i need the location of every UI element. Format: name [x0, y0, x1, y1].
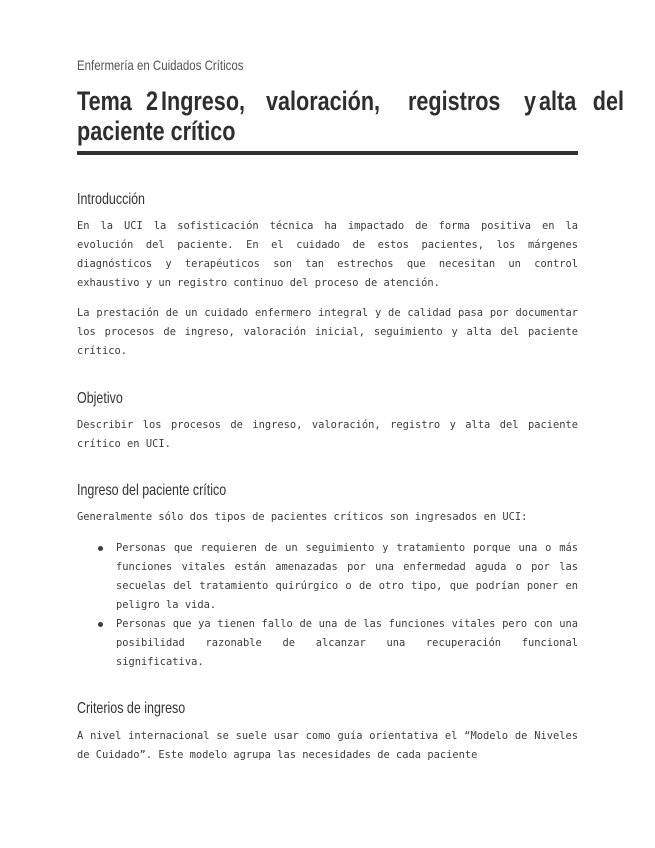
list-item-text: Personas que requieren de un seguimiento y tratamiento porque una o más funciones vitales están amenazadas por una enfermedad aguda o por las secuelas del tratamiento quirúrgico o de otro tipo, que podrían poner en peligro la vida.	[116, 542, 578, 611]
page-title	[77, 86, 625, 146]
ingreso-bullet-list	[77, 539, 578, 672]
section-heading-objetivo: Objetivo	[77, 390, 123, 407]
bullet-icon	[98, 546, 103, 551]
ingreso-paragraph: Generalmente sólo dos tipos de pacientes críticos son ingresados en UCI:	[77, 511, 528, 523]
course-name: Enfermería en Cuidados Críticos	[77, 57, 244, 73]
title-word: valoración,	[265, 86, 380, 116]
section-heading-ingreso: Ingreso del paciente crítico	[77, 482, 227, 499]
title-line-2	[77, 116, 578, 146]
section-heading-introduccion: Introducción	[77, 191, 145, 208]
title-word: Ingreso,	[160, 86, 245, 116]
title-word: del	[593, 86, 625, 116]
title-word: y	[523, 86, 536, 116]
intro-paragraph-1: En la UCI la sofisticación técnica ha impactado de forma positiva en la evolución del paciente. En el cuidado de estos pacientes, los márgenes diagnósticos y terapéuticos son tan estrechos que necesitan un control exhaustivo y un registro continuo del proceso de atención.	[77, 220, 578, 289]
intro-paragraph-2: La prestación de un cuidado enfermero integral y de calidad pasa por documentar los procesos de ingreso, valoración inicial, seguimiento y alta del paciente crítico.	[77, 307, 578, 357]
title-word: 2	[145, 86, 158, 116]
title-word: registros	[408, 86, 501, 116]
section-heading-criterios: Criterios de ingreso	[77, 700, 186, 717]
bullet-icon	[98, 622, 103, 627]
criterios-paragraph: A nivel internacional se suele usar como guía orientativa el “Modelo de Niveles de Cuidado”. Este modelo agrupa las necesidades de cada paciente	[77, 730, 578, 761]
title-line-2-text: paciente crítico	[77, 116, 236, 146]
title-word: alta	[538, 86, 576, 116]
title-divider	[77, 151, 578, 155]
title-word: Tema	[77, 86, 132, 116]
list-item-text: Personas que ya tienen fallo de una de las funciones vitales pero con una posibilidad razonable de alcanzar una recuperación funcional significativa.	[116, 618, 578, 668]
objetivo-paragraph: Describir los procesos de ingreso, valoración, registro y alta del paciente crítico en UCI.	[77, 419, 578, 450]
title-line-1	[77, 86, 625, 116]
list-item	[77, 539, 578, 615]
list-item	[77, 615, 578, 672]
